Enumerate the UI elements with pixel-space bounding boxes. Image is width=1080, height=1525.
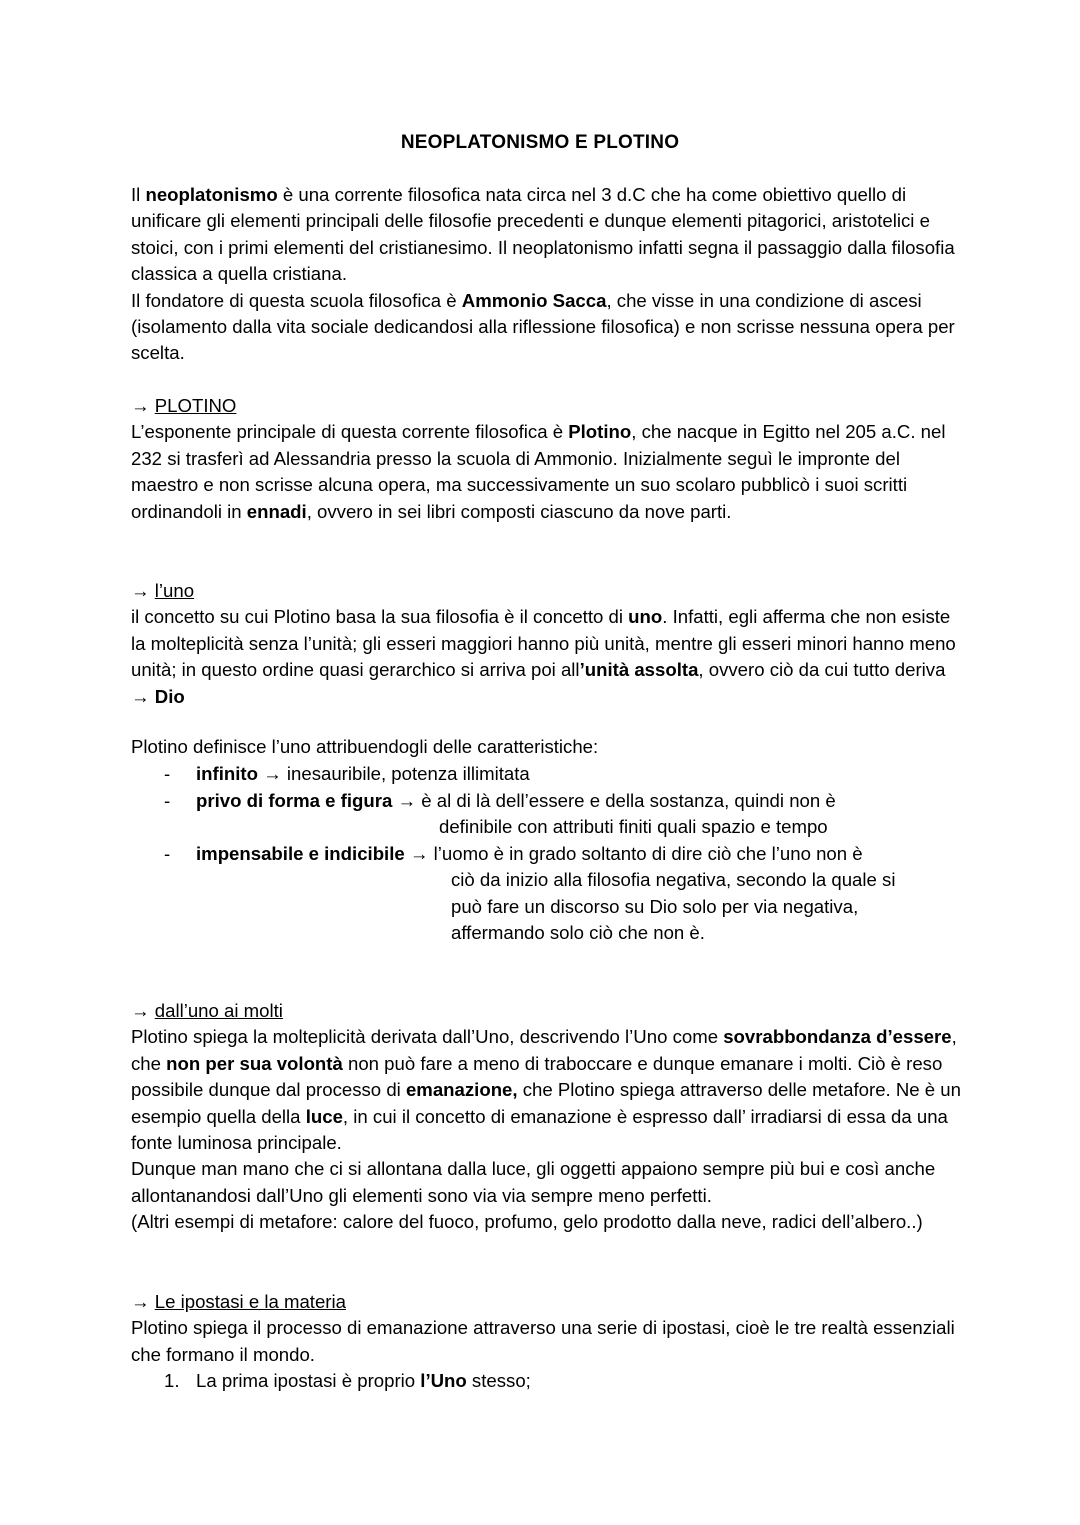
- text: non può fare a meno di traboccare e dunque emanare i molti. Ciò è reso possibile dunque dal processo di: [131, 1052, 943, 1101]
- bold-term: l’Uno: [420, 1370, 467, 1391]
- text: L’esponente principale di questa corrente filosofica è: [131, 421, 569, 443]
- list-dash: -: [164, 790, 171, 811]
- bold-term: privo di forma e figura: [196, 790, 393, 811]
- list-item: [196, 841, 863, 867]
- section-heading: [131, 1289, 961, 1315]
- text: Plotino spiega la molteplicità derivata dall’Uno, descrivendo l’Uno come: [131, 1026, 724, 1048]
- text: , in cui il concetto di emanazione è espresso dall’ irradiarsi di essa da una fonte luminosa principale.: [131, 1105, 948, 1154]
- text: stesso;: [466, 1370, 531, 1391]
- list-item-continuation: ciò da inizio alla filosofia negativa, secondo la quale si: [451, 869, 896, 890]
- bold-term: impensabile e indicibile: [196, 843, 405, 864]
- text: che Plotino spiega attraverso delle metafore. Ne è un esempio quella della: [131, 1079, 961, 1127]
- text: (Altri esempi di metafore: calore del fuoco, profumo, gelo prodotto dalla neve, radici dell’albero..): [131, 1211, 923, 1233]
- list-item-continuation: affermando solo ciò che non è.: [451, 922, 705, 943]
- bold-term: Plotino: [568, 421, 632, 443]
- list-item: [196, 1368, 531, 1394]
- text: → è al di là dell’essere e della sostanza, quindi non è: [392, 790, 836, 811]
- bold-term: sovrabbondanza d’essere: [723, 1026, 952, 1048]
- text: Dunque man mano che ci si allontana dalla luce, gli oggetti appaiono sempre più bui e così anche allontanandosi dall’Uno gli elementi sono via via sempre meno perfetti.: [131, 1158, 936, 1206]
- text: , che visse in una condizione di ascesi (isolamento dalla vita sociale dedicandosi alla riflessione filosofica) e non scrisse nessuna opera per scelta.: [131, 289, 955, 364]
- text: . Infatti, egli afferma che non esiste la molteplicità senza l’unità; gli esseri maggiori hanno più unità, mentre gli esseri minori hanno meno unità; in questo ordine quasi gerarchico si arriva poi all: [131, 606, 956, 681]
- section-body: Plotino spiega il processo di emanazione attraverso una serie di ipostasi, cioè le tre realtà essenziali che formano il mondo.: [131, 1317, 955, 1365]
- text: → inesauribile, potenza illimitata: [257, 763, 530, 784]
- section-uno: [131, 578, 961, 710]
- intro-paragraph: [131, 182, 961, 367]
- page-title: NEOPLATONISMO E PLOTINO: [400, 132, 680, 153]
- bold-term: Ammonio Sacca: [461, 289, 607, 311]
- section-body: [131, 604, 961, 710]
- section-molti: [131, 998, 961, 1236]
- text: è una corrente filosofica nata circa nel 3 d.C che ha come obiettivo quello di unificare gli elementi principali delle filosofie precedenti e dunque elementi pitagorici, aristotelici e stoici, con i primi elementi del cristianesimo. Il neoplatonismo infatti segna il passaggio dalla filosofia classica a quella cristiana.: [131, 184, 955, 285]
- text: , che nacque in Egitto nel 205 a.C. nel 232 si trasferì ad Alessandria presso la scuola di Ammonio. Inizialmente seguì le impronte del maestro e non scrisse alcuna opera, ma successivamente un suo scolaro pubblicò i suoi scritti ordinandoli in: [131, 421, 946, 522]
- arrow-icon: →: [131, 580, 155, 601]
- arrow-icon: →: [131, 1000, 155, 1021]
- text: Il fondatore di questa scuola filosofica è: [131, 289, 462, 311]
- heading-text: Le ipostasi e la materia: [154, 1291, 346, 1312]
- bold-term: ’unità assolta: [579, 659, 699, 681]
- bold-term: infinito: [196, 763, 258, 784]
- arrow-icon: →: [131, 395, 155, 416]
- heading-text: dall’uno ai molti: [154, 1000, 283, 1021]
- bold-term: ennadi: [246, 500, 307, 522]
- section-body: [131, 419, 961, 525]
- arrow-icon: →: [131, 1291, 155, 1312]
- text: , ovvero in sei libri composti ciascuno da nove parti.: [306, 500, 732, 522]
- section-ipostasi: [131, 1289, 961, 1368]
- text: , ovvero ciò da cui tutto deriva →: [131, 659, 946, 707]
- text: → l’uomo è in grado soltanto di dire ciò che l’uno non è: [404, 843, 863, 864]
- list-number: 1.: [164, 1370, 180, 1391]
- section-heading: [131, 578, 961, 604]
- text: Il: [131, 184, 146, 205]
- section-body: [131, 1024, 961, 1235]
- list-dash: -: [164, 843, 171, 864]
- text: il concetto su cui Plotino basa la sua filosofia è il concetto di: [131, 606, 629, 628]
- bold-term: emanazione,: [405, 1079, 518, 1101]
- list-item-continuation: può fare un discorso su Dio solo per via negativa,: [451, 896, 859, 917]
- section-plotino: [131, 393, 961, 525]
- bold-term: Dio: [154, 685, 185, 707]
- bold-term: neoplatonismo: [145, 184, 278, 205]
- bold-term: non per sua volontà: [166, 1052, 343, 1074]
- list-item: [196, 761, 530, 787]
- list-dash: -: [164, 763, 171, 784]
- bold-term: uno: [628, 606, 663, 628]
- caratteristiche-intro: Plotino definisce l’uno attribuendogli delle caratteristiche:: [131, 736, 599, 757]
- list-item: [196, 788, 836, 814]
- heading-text: l’uno: [154, 580, 195, 601]
- bold-term: luce: [305, 1105, 343, 1127]
- section-heading: [131, 998, 961, 1024]
- heading-text: PLOTINO: [154, 395, 237, 416]
- list-item-continuation: definibile con attributi finiti quali spazio e tempo: [439, 816, 828, 837]
- text: La prima ipostasi è proprio: [196, 1370, 421, 1391]
- text: , che: [131, 1026, 957, 1074]
- section-heading: [131, 393, 961, 419]
